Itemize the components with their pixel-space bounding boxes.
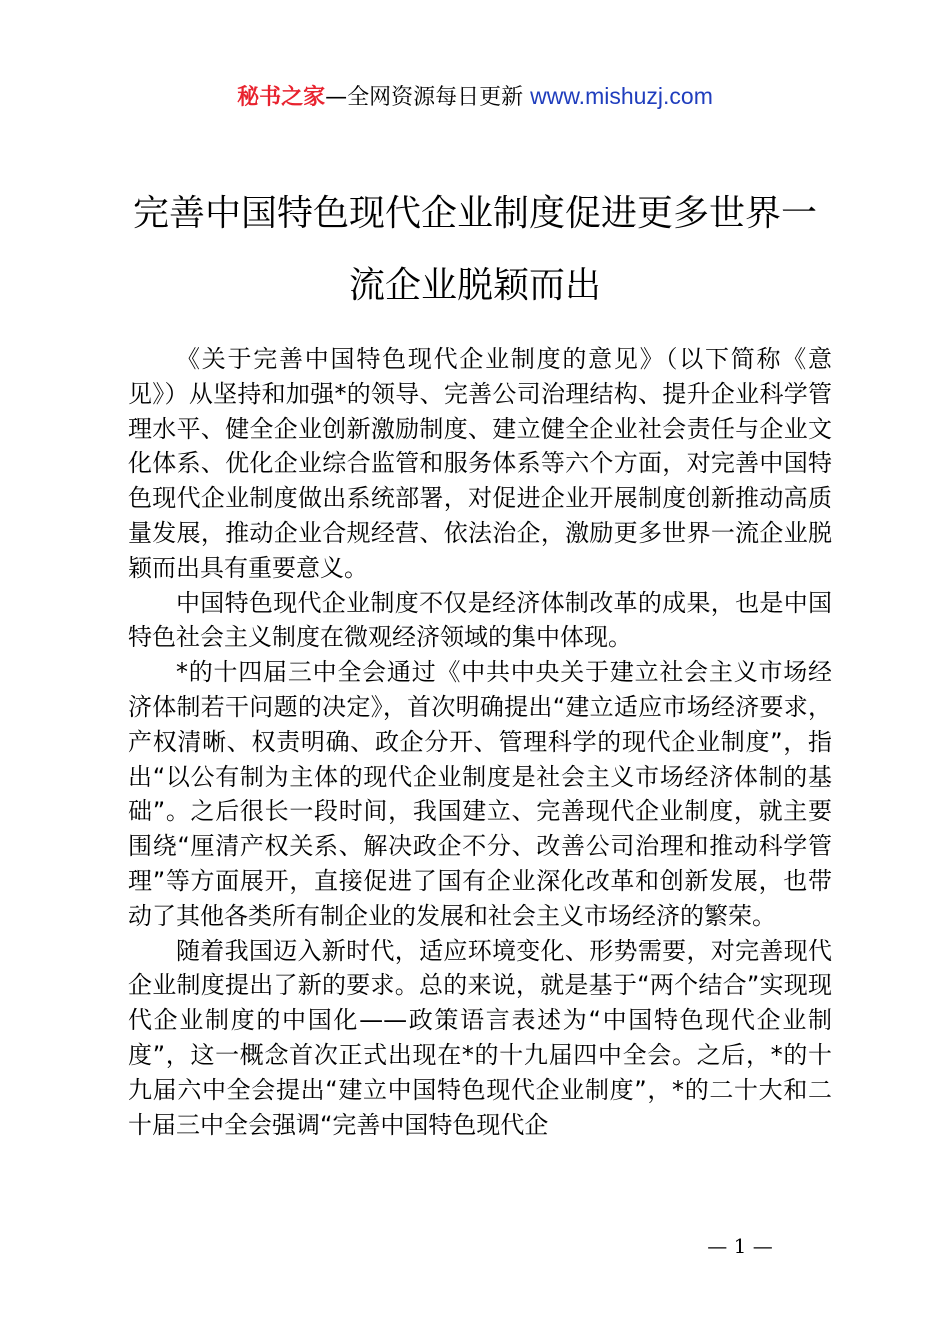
document-title: 完善中国特色现代企业制度促进更多世界一流企业脱颖而出 [132, 193, 817, 306]
site-tagline: —全网资源每日更新 [325, 85, 531, 110]
body-paragraph: 中国特色现代企业制度不仅是经济体制改革的成果，也是中国特色社会主义制度在微观经济领域的集中体现。 [128, 588, 832, 652]
site-brand: 秘书之家 [237, 85, 326, 110]
body-paragraph: 《关于完善中国特色现代企业制度的意见》（以下简称《意见》）从坚持和加强*的领导、完善公司治理结构、提升企业科学管理水平、健全企业创新激励制度、建立健全企业社会责任与企业文化体系、优化企业综合监管和服务体系等六个方面，对完善中国特色现代企业制度做出系统部署，对促进企业开展制度创新推动高质量发展，推动企业合规经营、依法治企，激励更多世界一流企业脱颖而出具有重要意义。 [128, 345, 832, 582]
site-header [0, 80, 950, 114]
site-url-link[interactable]: www.mishuzj.com [530, 83, 713, 109]
page-number: — 1 — [707, 1234, 773, 1258]
body-paragraph: 随着我国迈入新时代，适应环境变化、形势需要，对完善现代企业制度提出了新的要求。总的来说，就是基于“两个结合”实现现代企业制度的中国化——政策语言表述为“中国特色现代企业制度”，这一概念首次正式出现在*的十九届四中全会。之后，*的十九届六中全会提出“建立中国特色现代企业制度”，*的二十大和二十届三中全会强调“完善中国特色现代企 [128, 936, 832, 1139]
body-paragraph: *的十四届三中全会通过《中共中央关于建立社会主义市场经济体制若干问题的决定》，首次明确提出“建立适应市场经济要求，产权清晰、权责明确、政企分开、管理科学的现代企业制度”，指出“以公有制为主体的现代企业制度是社会主义市场经济体制的基础”。之后很长一段时间，我国建立、完善现代企业制度，就主要围绕“厘清产权关系、解决政企不分、改善公司治理和推动科学管理”等方面展开，直接促进了国有企业深化改革和创新发展，也带动了其他各类所有制企业的发展和社会主义市场经济的繁荣。 [128, 658, 832, 930]
document-body [128, 342, 832, 1142]
